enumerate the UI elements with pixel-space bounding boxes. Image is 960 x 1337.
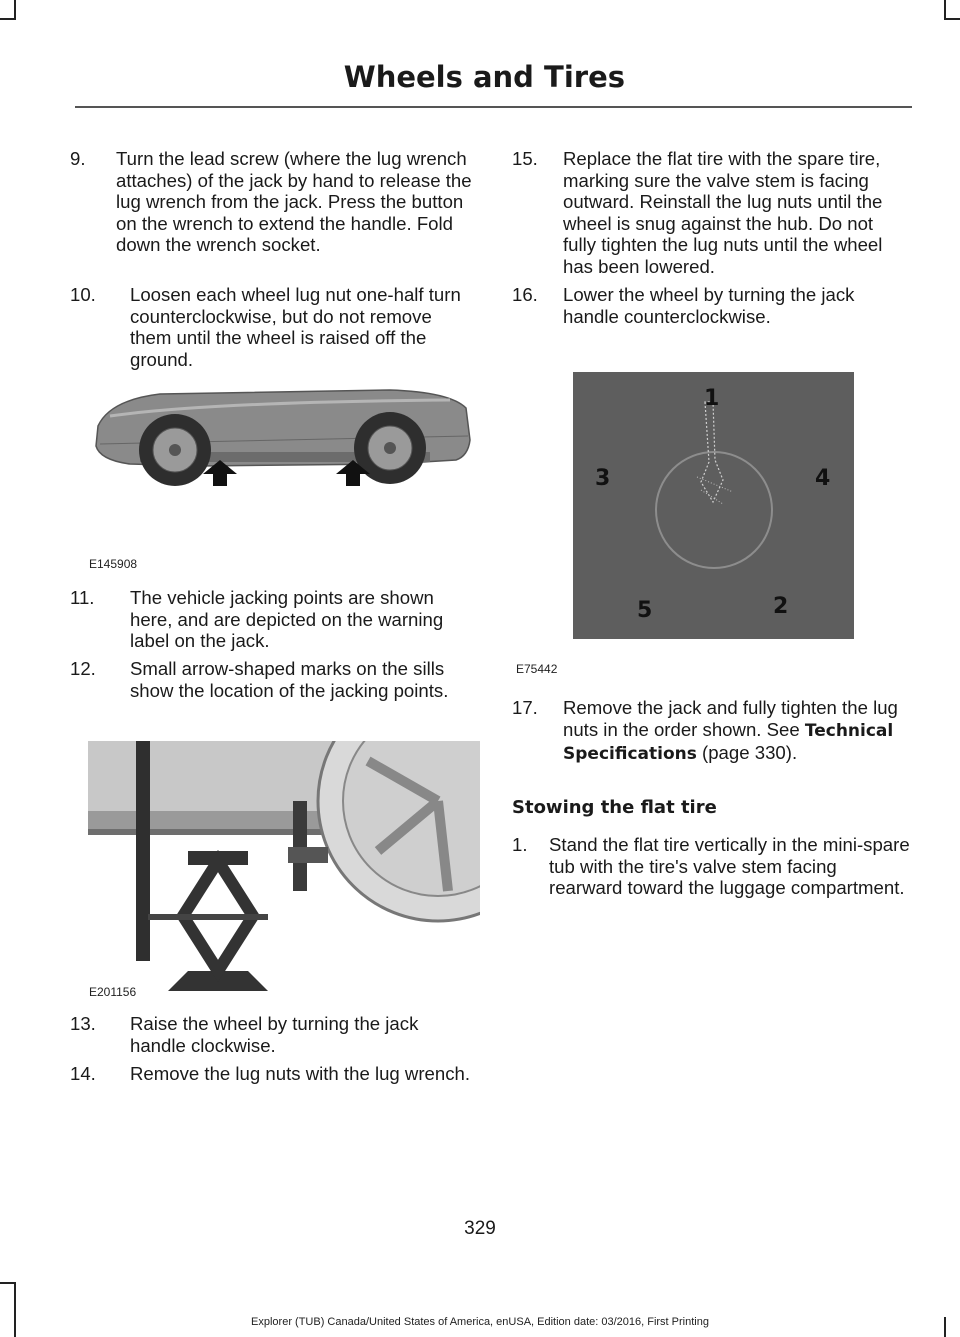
step-number: 10. xyxy=(70,284,96,305)
step-number: 9. xyxy=(70,148,86,169)
step-number: 16. xyxy=(512,284,538,305)
step-number: 17. xyxy=(512,697,538,718)
figure-caption: E201156 xyxy=(89,985,137,999)
page-number: 329 xyxy=(464,1218,496,1239)
figure-caption: E75442 xyxy=(516,662,558,676)
lug-label-4: 4 xyxy=(815,466,831,491)
lug-circle xyxy=(573,372,854,639)
technical-specifications-link[interactable]: Technical Specifications xyxy=(563,720,894,764)
figure-caption: E145908 xyxy=(89,557,138,571)
crop-mark-tl-v xyxy=(14,0,16,20)
step-text: Turn the lead screw (where the lug wrench attaches) of the jack by hand to release the lug wrench from the jack. Press the button on the wrench to extend the handle. Fold down the wrench socket. xyxy=(116,148,472,255)
lug-label-5: 5 xyxy=(637,598,653,623)
crop-mark-tr-h xyxy=(944,18,960,20)
step-text: Loosen each wheel lug nut one-half turn counterclockwise, but do not remove them until the wheel is raised off the ground. xyxy=(130,284,461,370)
step-16 xyxy=(512,284,910,327)
step-number: 12. xyxy=(70,658,96,679)
header-rule xyxy=(75,106,912,108)
step-text: Replace the flat tire with the spare tire, marking sure the valve stem is facing outward. Reinstall the lug nuts until the wheel is snug against the hub. Do not fully tighten the lug nuts until the wheel has been lowered. xyxy=(563,148,883,277)
crop-mark-tr-v xyxy=(944,0,946,20)
step-text: Stand the flat tire vertically in the mini-spare tub with the tire's valve stem facing rearward toward the luggage compartment. xyxy=(549,834,910,898)
step-15 xyxy=(512,148,910,277)
step-17 xyxy=(512,697,910,766)
up-arrow-icon xyxy=(203,460,237,486)
lug-label-3: 3 xyxy=(595,466,611,491)
step-text-part: Remove the jack and fully tighten the lug nuts in the order shown. See xyxy=(563,697,898,740)
section-title: Stowing the flat tire xyxy=(512,797,717,818)
page-title: Wheels and Tires xyxy=(343,60,625,94)
footer-text: Explorer (TUB) Canada/United States of America, enUSA, Edition date: 03/2016, First Printing xyxy=(251,1316,709,1328)
crop-mark-tl-h xyxy=(0,18,16,20)
step-number: 1. xyxy=(512,834,528,855)
step-number: 14. xyxy=(70,1063,96,1084)
step-13 xyxy=(70,1013,478,1056)
up-arrow-icon xyxy=(336,460,370,486)
crop-mark-bl-v xyxy=(14,1282,16,1337)
stow-step-1 xyxy=(512,834,910,899)
step-text: Small arrow-shaped marks on the sills show the location of the jacking points. xyxy=(130,658,449,701)
step-text: Lower the wheel by turning the jack handle counterclockwise. xyxy=(563,284,855,327)
step-number: 11. xyxy=(70,587,95,608)
step-10 xyxy=(70,284,478,370)
step-text: Remove the lug nuts with the lug wrench. xyxy=(130,1063,471,1084)
lug-nut-order-figure xyxy=(573,372,854,639)
vehicle-side-figure xyxy=(90,386,475,496)
step-text xyxy=(512,697,910,766)
lug-label-2: 2 xyxy=(773,594,789,619)
crop-mark-bl-h xyxy=(0,1282,16,1284)
step-number: 13. xyxy=(70,1013,96,1034)
lug-label-1: 1 xyxy=(704,386,720,411)
step-14 xyxy=(70,1063,478,1085)
step-text: The vehicle jacking points are shown here, and are depicted on the warning label on the jack. xyxy=(130,587,444,651)
step-number: 15. xyxy=(512,148,538,169)
step-12 xyxy=(70,658,478,701)
step-11 xyxy=(70,587,478,652)
jack-figure xyxy=(88,741,480,1001)
step-text-part: (page 330). xyxy=(696,742,798,763)
step-text: Raise the wheel by turning the jack handle clockwise. xyxy=(130,1013,419,1056)
step-9 xyxy=(70,148,478,256)
